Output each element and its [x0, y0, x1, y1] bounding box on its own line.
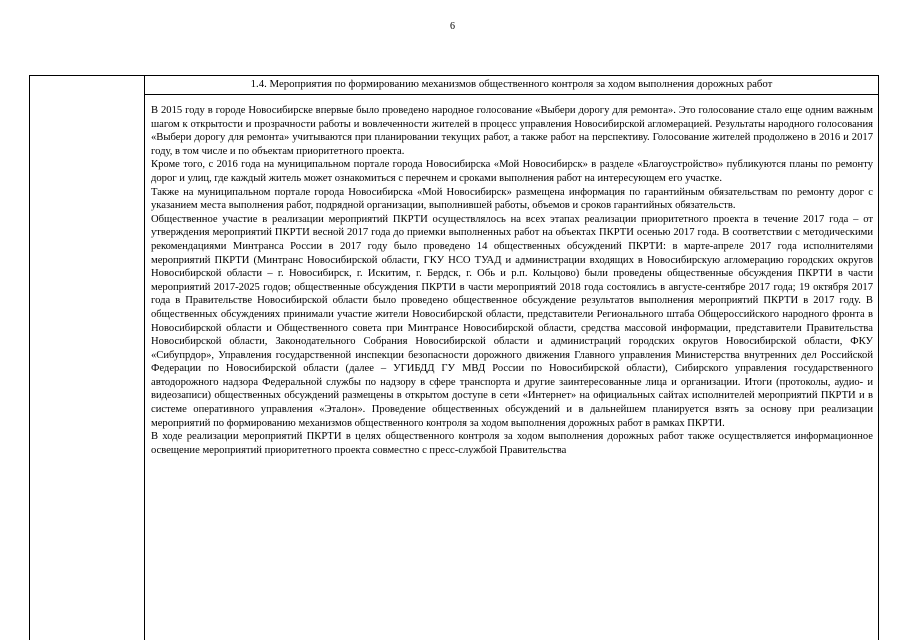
- paragraph: Также на муниципальном портале города Новосибирска «Мой Новосибирск» размещена информация по гарантийным обязательствам по ремонту дорог с указанием места выполнения работ, подрядной организации, выполнившей работы, объемов и сроков гарантийных обязательств.: [151, 186, 873, 212]
- paragraph: В ходе реализации мероприятий ПКРТИ в целях общественного контроля за ходом выполнения дорожных работ также осуществляется информационное освещение мероприятий приоритетного проекта совместно с пресс-службой Правительства: [151, 431, 873, 456]
- paragraph: В 2015 году в городе Новосибирске впервые было проведено народное голосование «Выбери дорогу для ремонта». Это голосование стало еще одним важным шагом к открытости и прозрачности работы и вовлеченности жителей в процесс управления Новосибирской агломерацией. Результаты народного голосования «Выбери дорогу для ремонта» учитываются при планировании текущих работ, а также работ на перспективу. Голосование жителей продолжено в 2016 и 2017 году, в том числе и по объектам приоритетного проекта.: [151, 105, 873, 157]
- page-number: 6: [450, 21, 455, 32]
- section-title: 1.4. Мероприятия по формированию механизмов общественного контроля за ходом выполнения дорожных работ: [145, 76, 878, 95]
- paragraph: Кроме того, с 2016 года на муниципальном портале города Новосибирска «Мой Новосибирск» в разделе «Благоустройство» публикуются планы по ремонту дорог и улиц, где каждый житель может ознакомиться с перечнем и сроками выполнения работ на интересующем его участке.: [151, 159, 873, 184]
- document-table: [29, 75, 879, 640]
- section-body: [151, 104, 873, 457]
- left-column-cell: [30, 76, 145, 640]
- paragraph: Общественное участие в реализации мероприятий ПКРТИ осуществлялось на всех этапах реализации приоритетного проекта в течение 2017 года – от утверждения мероприятий ПКРТИ весной 2017 года до приемки выполненных работ на объектах ПКРТИ осенью 2017 года. В соответствии с методическими рекомендациями Минтранса России в 2017 году было проведено 14 общественных обсуждений ПКРТИ: в марте-апреле 2017 года исполнителями мероприятий ПКРТИ (Минтранс Новосибирской области, ГКУ НСО ТУАД и администрации входящих в Новосибирскую агломерацию городских округов Новосибирской области – г. Новосибирск, г. Искитим, г. Бердск, г. Обь и р.п. Кольцово) были проведены общественные обсуждения ПКРТИ в части мероприятий 2017-2025 годов; общественные обсуждения ПКРТИ в части мероприятий 2018 года состоялись в августе-сентябре 2017 года; 19 октября 2017 года в Правительстве Новосибирской области было проведено общественное обсуждение результатов выполнения мероприятий ПКРТИ в 2017 году. В общественных обсуждениях принимали участие жители Новосибирской области, представители Регионального штаба Общероссийского народного фронта в Новосибирской области и Общественного совета при Минтрансе Новосибирской области, средства массовой информации, представители Правительства Новосибирской области, Законодательного Собрания Новосибирской области и администраций городских округов Новосибирской области, ФКУ «Сибупрдор», Управления государственной инспекции безопасности дорожного движения Главного управления Министерства внутренних дел Российской Федерации по Новосибирской области (далее – УГИБДД ГУ МВД России по Новосибирской области), Сибирского управления государственного автодорожного надзора Федеральной службы по надзору в сфере транспорта и другие заинтересованные лица и организации. Итоги (протоколы, аудио- и видеозаписи) общественных обсуждений размещены в открытом доступе в сети «Интернет» на официальных сайтах исполнителей мероприятий ПКРТИ и в системе оперативного управления «Эталон». Проведение общественных обсуждений и в дальнейшем планируется взять за основу при реализации мероприятий по формированию механизмов общественного контроля за ходом выполнения дорожных работ в рамках ПКРТИ.: [151, 213, 873, 429]
